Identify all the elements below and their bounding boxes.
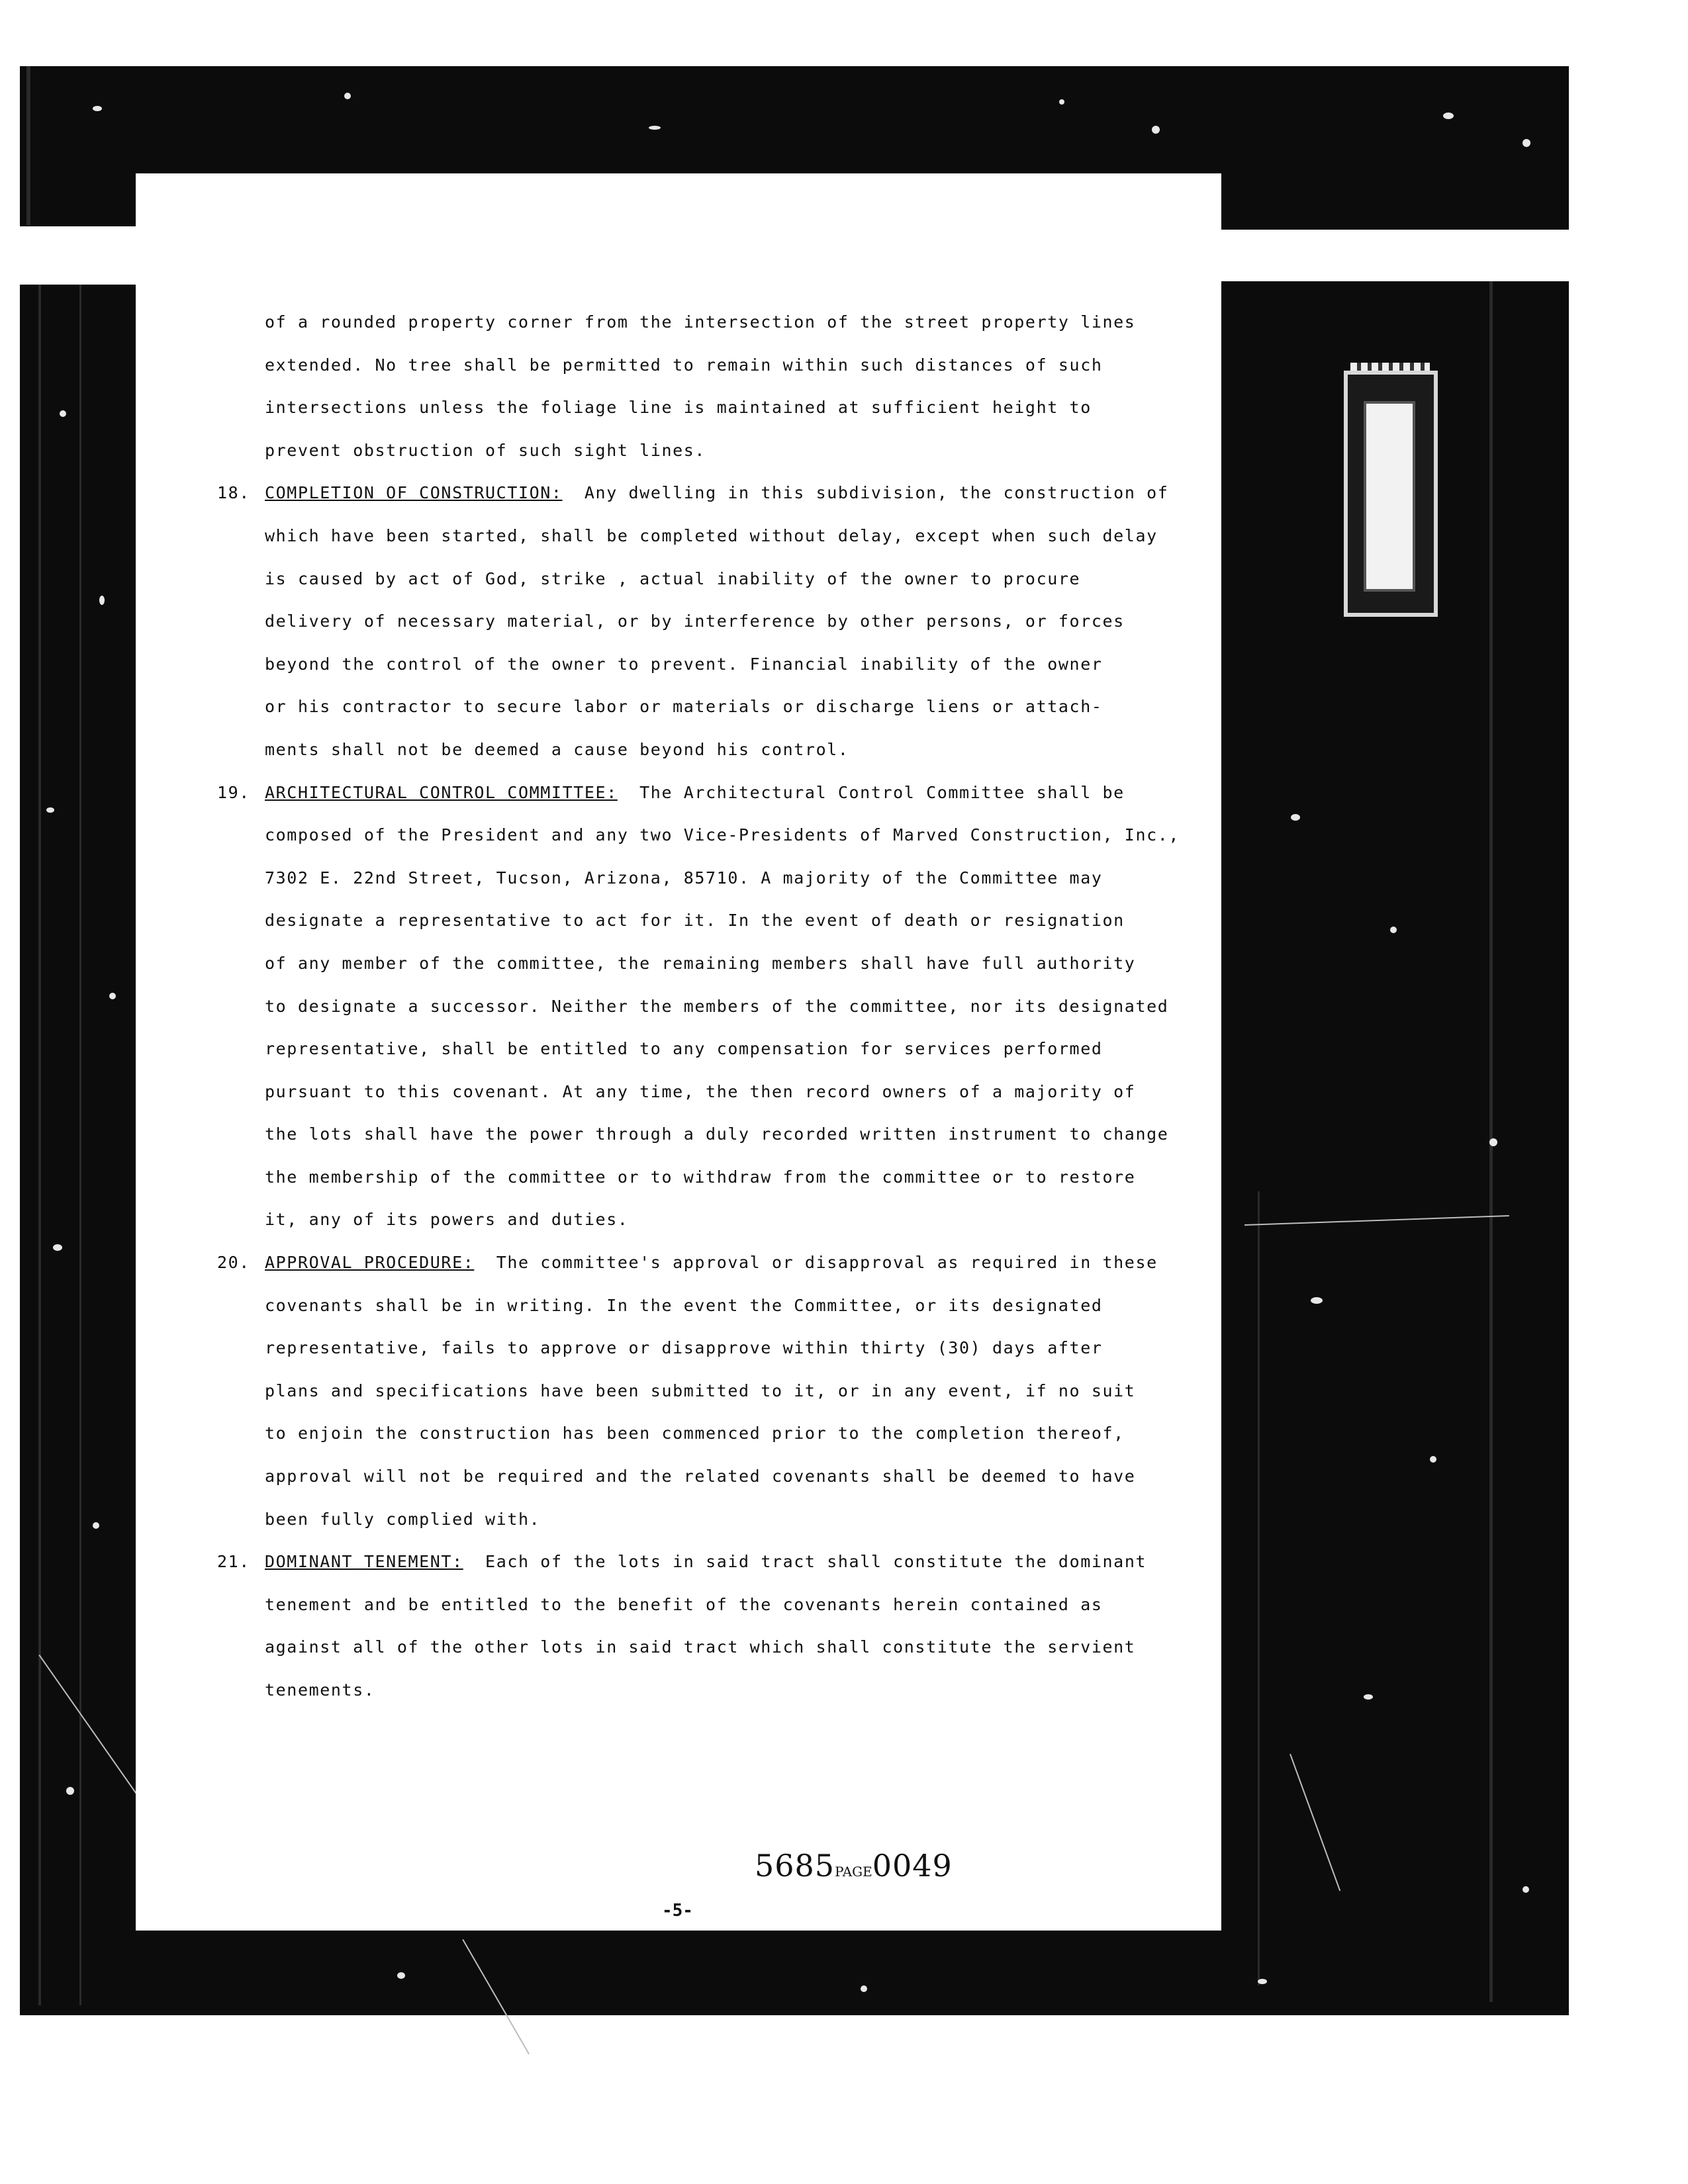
text-line: ments shall not be deemed a cause beyond his control. [265, 739, 849, 759]
text-line: tenements. [265, 1680, 375, 1700]
section-heading: COMPLETION OF CONSTRUCTION: [265, 483, 563, 503]
text-line: The committee's approval or disapproval as required in these [496, 1253, 1158, 1273]
text-line: the lots shall have the power through a duly recorded written instrument to change [265, 1124, 1169, 1144]
text-line: representative, fails to approve or disapprove within thirty (30) days after [265, 1338, 1103, 1358]
recorded-page-number: 0049 [872, 1848, 953, 1884]
text-line: of a rounded property corner from the intersection of the street property lines [265, 312, 1136, 332]
text-line: the membership of the committee or to withdraw from the committee or to restore [265, 1167, 1136, 1187]
text-line: Each of the lots in said tract shall constitute the dominant [485, 1552, 1147, 1572]
text-line: which have been started, shall be completed without delay, except when such delay [265, 525, 1158, 545]
text-line: it, any of its powers and duties. [265, 1210, 629, 1230]
text-line: Any dwelling in this subdivision, the construction of [584, 483, 1169, 503]
section-heading: DOMINANT TENEMENT: [265, 1552, 463, 1572]
text-line: extended. No tree shall be permitted to remain within such distances of such [265, 355, 1103, 375]
section-number: 21. [217, 1552, 250, 1572]
section-18 [217, 472, 1169, 771]
text-line: representative, shall be entitled to any compensation for services performed [265, 1039, 1103, 1059]
text-line: or his contractor to secure labor or materials or discharge liens or attach- [265, 697, 1103, 717]
text-line: to enjoin the construction has been commenced prior to the completion thereof, [265, 1424, 1125, 1443]
section-number: 20. [217, 1253, 250, 1273]
text-line: designate a representative to act for it. In the event of death or resignation [265, 911, 1125, 931]
page-label: PAGE [835, 1864, 872, 1880]
text-line: 7302 E. 22nd Street, Tucson, Arizona, 85710. A majority of the Committee may [265, 868, 1103, 887]
section-19 [217, 772, 1180, 1242]
text-line: beyond the control of the owner to prevent. Financial inability of the owner [265, 654, 1103, 674]
section-heading: APPROVAL PROCEDURE: [265, 1253, 475, 1273]
text-line: covenants shall be in writing. In the event the Committee, or its designated [265, 1295, 1103, 1315]
text-line: delivery of necessary material, or by interference by other persons, or forces [265, 612, 1125, 631]
document-body [217, 301, 1180, 1712]
section-21 [217, 1541, 1147, 1711]
page-number: -5- [662, 1901, 693, 1921]
text-line: is caused by act of God, strike , actual inability of the owner to procure [265, 569, 1081, 588]
section-heading: ARCHITECTURAL CONTROL COMMITTEE: [265, 782, 618, 802]
text-line: pursuant to this covenant. At any time, the then record owners of a majority of [265, 1081, 1136, 1101]
continuation-paragraph [265, 301, 1139, 472]
text-line: approval will not be required and the related covenants shall be deemed to have [265, 1467, 1136, 1486]
text-line: The Architectural Control Committee shall be [639, 782, 1125, 802]
text-line: prevent obstruction of such sight lines. [265, 440, 706, 460]
section-20 [217, 1242, 1158, 1541]
section-number: 18. [217, 483, 250, 503]
book-number: 5685 [755, 1848, 835, 1884]
paper-tag [1344, 371, 1438, 617]
text-line: composed of the President and any two Vice-Presidents of Marved Construction, Inc., [265, 825, 1180, 845]
text-line: tenement and be entitled to the benefit of the covenants herein contained as [265, 1594, 1103, 1614]
recording-stamp [755, 1848, 953, 1884]
text-line: intersections unless the foliage line is maintained at sufficient height to [265, 398, 1092, 418]
text-line: against all of the other lots in said tract which shall constitute the servient [265, 1637, 1136, 1657]
text-line: been fully complied with. [265, 1509, 541, 1529]
text-line: plans and specifications have been submitted to it, or in any event, if no suit [265, 1381, 1136, 1400]
text-line: to designate a successor. Neither the members of the committee, nor its designated [265, 996, 1169, 1016]
section-number: 19. [217, 782, 250, 802]
text-line: of any member of the committee, the remaining members shall have full authority [265, 953, 1136, 973]
